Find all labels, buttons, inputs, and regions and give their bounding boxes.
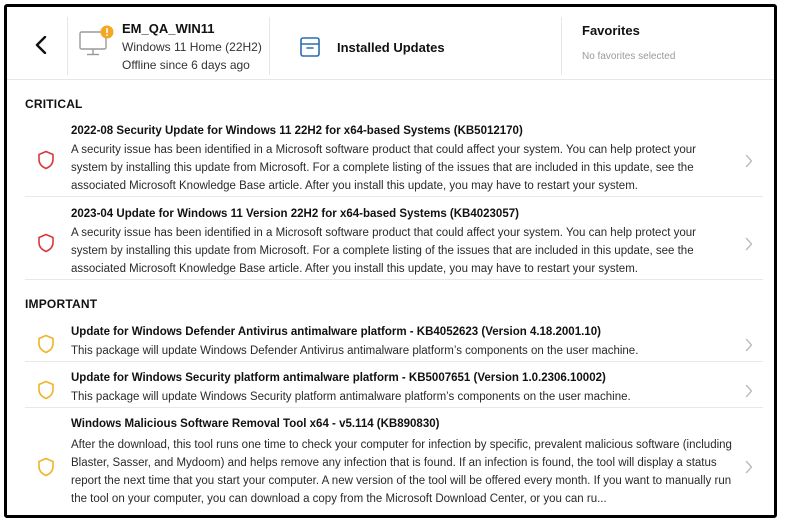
favorites-title: Favorites bbox=[582, 23, 640, 38]
update-row[interactable] bbox=[25, 417, 763, 509]
shield-critical-icon bbox=[37, 150, 55, 170]
shield-important-icon bbox=[37, 457, 55, 477]
back-button[interactable] bbox=[31, 33, 51, 57]
chevron-right-icon bbox=[745, 460, 753, 474]
shield-critical-icon bbox=[37, 233, 55, 253]
header-divider bbox=[269, 17, 270, 75]
update-title: Windows Malicious Software Removal Tool x64 - v5.114 (KB890830) bbox=[71, 418, 440, 430]
favorites-empty-text: No favorites selected bbox=[582, 51, 676, 62]
device-name: EM_QA_WIN11 bbox=[122, 21, 215, 36]
desktop-computer-icon bbox=[79, 25, 115, 57]
update-row[interactable] bbox=[25, 124, 763, 197]
update-description: This package will update Windows Defender Antivirus antimalware platform’s components on the user machine. bbox=[71, 345, 639, 357]
chevron-right-icon bbox=[745, 237, 753, 251]
app-frame bbox=[4, 4, 777, 518]
update-title: Update for Windows Security platform antimalware platform - KB5007651 (Version 1.0.2306.10002) bbox=[71, 372, 606, 384]
chevron-right-icon bbox=[745, 384, 753, 398]
chevron-left-icon bbox=[35, 36, 47, 54]
update-description: After the download, this tool runs one time to check your computer for infection by specific, prevalent malicious software (including Blaster, Sasser, and Mydoom) and helps remove any infection that is found. If an infection is found, the tool will display a status report the next time that you start your computer. A new version of the tool will be offered every month. If you want to manually run the tool on your computer, you can download a copy from the Microsoft Download Center, or you can ru... bbox=[71, 439, 732, 505]
chevron-right-icon bbox=[745, 154, 753, 168]
update-title: Update for Windows Defender Antivirus antimalware platform - KB4052623 (Version 4.18.2001.10) bbox=[71, 326, 601, 338]
update-title: 2022-08 Security Update for Windows 11 22H2 for x64-based Systems (KB5012170) bbox=[71, 125, 523, 137]
update-title: 2023-04 Update for Windows 11 Version 22H2 for x64-based Systems (KB4023057) bbox=[71, 208, 519, 220]
update-row[interactable] bbox=[25, 371, 763, 408]
update-description: This package will update Windows Security platform antimalware platform’s components on the user machine. bbox=[71, 391, 631, 403]
update-description: A security issue has been identified in a Microsoft software product that could affect your system. You can help protect your system by installing this update from Microsoft. For a complete listing of the issues that are included in this update, see the associated Microsoft Knowledge Base article. After you install this update, you may have to restart your system. bbox=[71, 144, 696, 192]
section-title-important: IMPORTANT bbox=[25, 297, 98, 311]
archive-box-icon bbox=[299, 36, 321, 58]
update-description: A security issue has been identified in a Microsoft software product that could affect your system. You can help protect your system by installing this update from Microsoft. For a complete listing of the issues that are included in this update, see the associated Microsoft Knowledge Base article. After you install this update, you may have to restart your system. bbox=[71, 227, 696, 275]
chevron-right-icon bbox=[745, 338, 753, 352]
device-os: Windows 11 Home (22H2) bbox=[122, 40, 262, 54]
header-bar bbox=[7, 7, 774, 80]
page-title: Installed Updates bbox=[337, 40, 445, 55]
header-divider bbox=[561, 17, 562, 75]
shield-important-icon bbox=[37, 380, 55, 400]
update-row[interactable] bbox=[25, 325, 763, 362]
update-row[interactable] bbox=[25, 207, 763, 280]
header-divider bbox=[67, 17, 68, 75]
device-status: Offline since 6 days ago bbox=[122, 58, 250, 72]
section-title-critical: CRITICAL bbox=[25, 97, 83, 111]
shield-important-icon bbox=[37, 334, 55, 354]
